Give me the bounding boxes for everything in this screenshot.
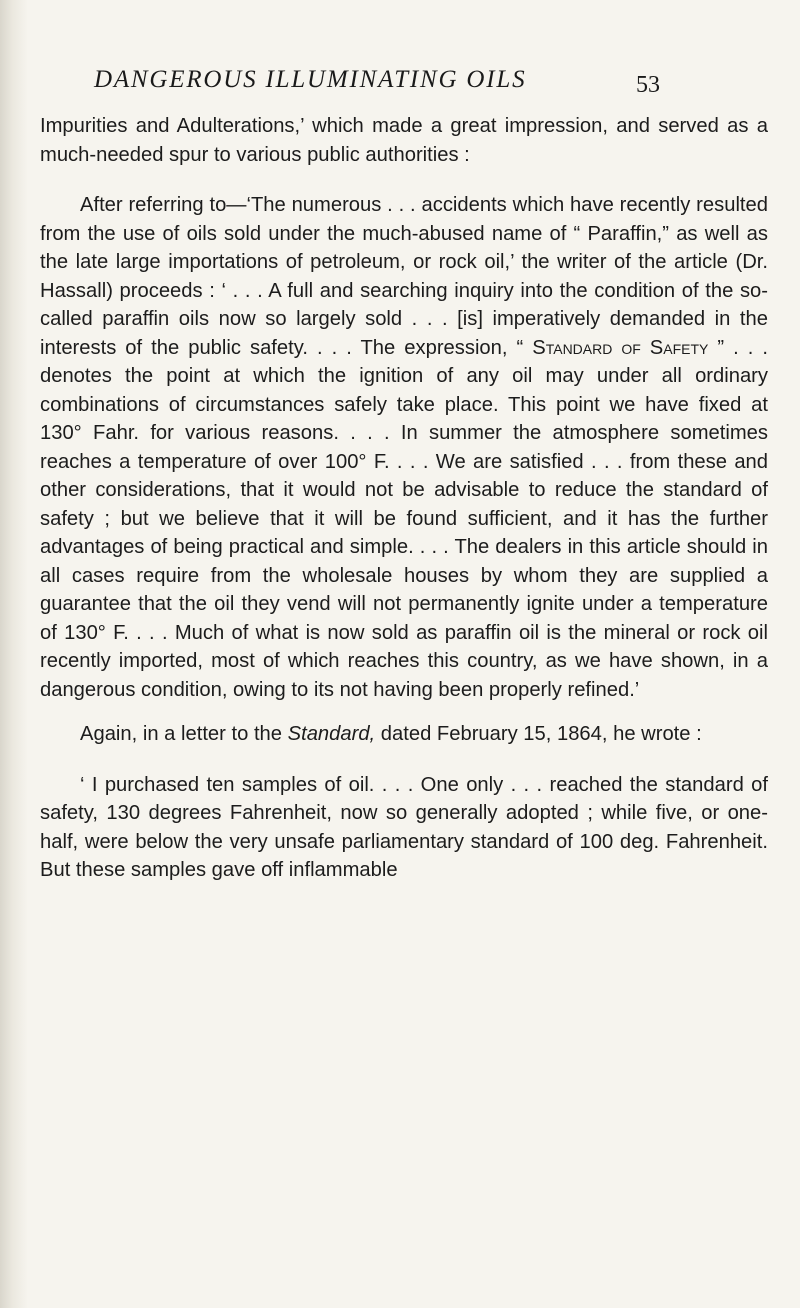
- letter-intro-part-1: Again, in a letter to the: [80, 723, 288, 745]
- paragraph-letter-intro: [40, 720, 768, 749]
- paragraph-letter-quote: ‘ I purchased ten samples of oil. . . . One only . . . reached the standard of safety, 130 degrees Fahrenheit, now so generally adopted ; while five, or one-half, were below the very unsafe parliamentary standard of 100 deg. Fahrenheit. But these samples gave off inflammable: [40, 773, 768, 881]
- newspaper-name: Standard,: [287, 723, 376, 745]
- page-number: 53: [636, 72, 660, 98]
- paragraph-hassall-quote: [40, 191, 768, 704]
- quote-text-part-1: After referring to—‘The numerous . . . accidents which have recently resulted from the use of oils sold under the much-abused name of “ Paraffin,” as well as the late large importations of petroleum, or rock oil,’ the writer of the article (Dr. Hassall) proceeds : ‘ . . . A full and searching inquiry into the condition of the so-called paraffin oils now so largely sold . . . [is] imperatively demanded in the interests of the public safety. . . . The expression, “: [40, 194, 768, 359]
- page-header: [0, 66, 800, 100]
- letter-intro-part-2: dated February 15, 1864, he wrote :: [375, 723, 702, 745]
- running-title: DANGEROUS ILLUMINATING OILS: [94, 66, 527, 93]
- binding-gutter-shadow: [0, 0, 28, 1308]
- standard-of-safety-term: Standard of Safety: [532, 336, 709, 359]
- paragraph-continuation: Impurities and Adulterations,’ which made a great impression, and served as a much-needed spur to various public authorities :: [40, 115, 768, 166]
- page-body: [40, 112, 768, 885]
- quote-text-part-2: ” . . . denotes the point at which the ignition of any oil may under all ordinary combinations of circumstances safely take place. This point we have fixed at 130° Fahr. for various reasons. . . . In summer the atmosphere sometimes reaches a temperature of over 100° F. . . . We are satisfied . . . from these and other considerations, that it would not be advisable to reduce the standard of safety ; but we believe that it will be found sufficient, and it has the further advantages of being practical and simple. . . . The dealers in this article should in all cases require from the wholesale houses by whom they are supplied a guarantee that the oil they vend will not permanently ignite under a temperature of 130° F. . . . Much of what is now sold as paraffin oil is the mineral or rock oil recently imported, most of which reaches this country, as we have shown, in a dangerous condition, owing to its not having been properly refined.’: [40, 336, 769, 701]
